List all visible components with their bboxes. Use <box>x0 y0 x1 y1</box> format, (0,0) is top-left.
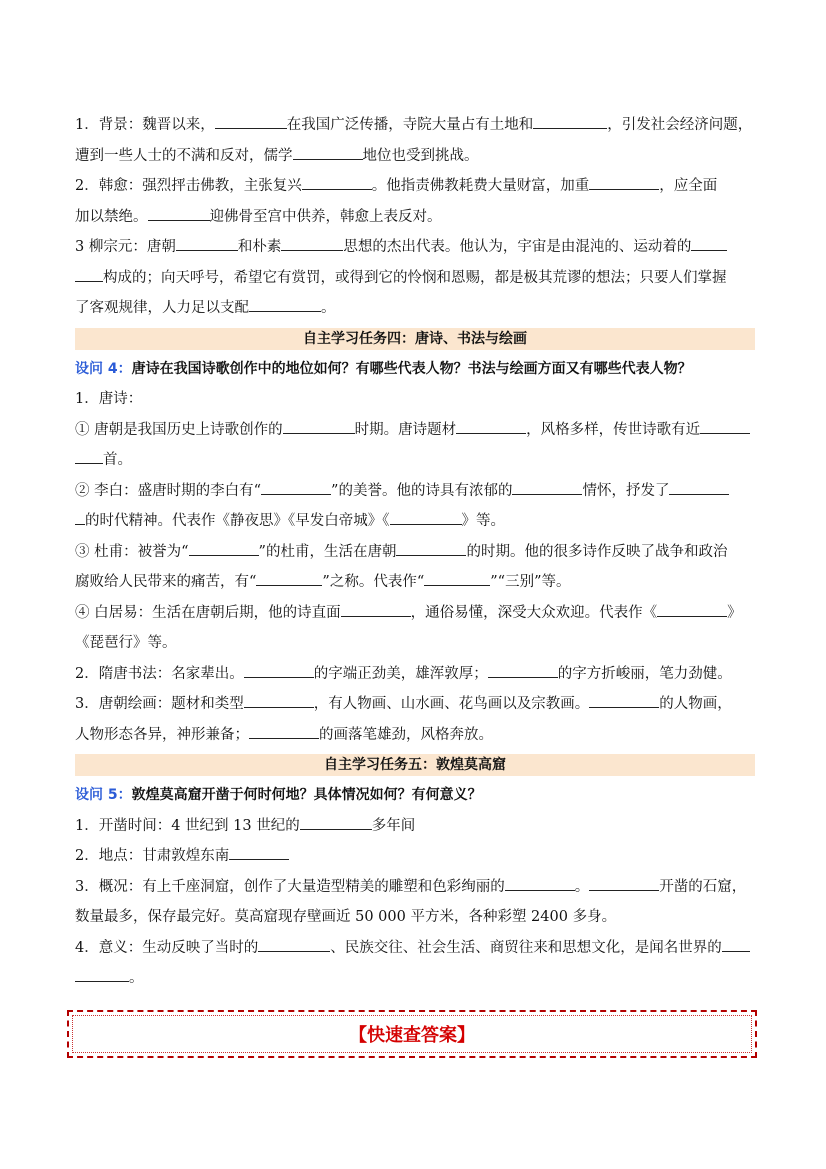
section3-line-3: 2．韩愈：强烈抨击佛教，主张复兴 。他指责佛教耗费大量财富，加重 ，应全面 <box>75 171 755 202</box>
baijuyi-line-2: 《琵琶行》等。 <box>75 635 177 651</box>
significance-line-2: 。 <box>75 963 755 994</box>
fill-blank[interactable] <box>244 662 314 678</box>
quick-answer-box <box>67 1010 757 1058</box>
fill-blank[interactable] <box>261 479 331 495</box>
section3-line-7: 了客观规律，人力足以支配 。 <box>75 293 755 324</box>
fill-blank[interactable] <box>281 235 343 251</box>
tang-poetry-heading: 1．唐诗： <box>75 391 143 407</box>
fill-blank[interactable] <box>75 448 103 464</box>
dufu-line-1: ③ 杜甫：被誉为“ ”的杜甫，生活在唐朝 的时期。他的很多诗作反映了战争和政治 <box>75 537 755 568</box>
fill-blank[interactable] <box>75 966 129 982</box>
quick-answer-title: 【快速查答案】 <box>349 1025 475 1046</box>
section3-line-2: 遭到一些人士的不满和反对，儒学 地位也受到挑战。 <box>75 141 755 172</box>
fill-blank[interactable] <box>488 662 558 678</box>
fill-blank[interactable] <box>691 235 727 251</box>
fill-blank[interactable] <box>176 235 238 251</box>
task5-question: 设问 5：敦煌莫高窟开凿于何时何地？具体情况如何？有何意义？ <box>75 787 482 803</box>
painting-line-2: 人物形态各异，神形兼备； 的画落笔雄劲，风格奔放。 <box>75 720 755 751</box>
fill-blank[interactable] <box>229 844 289 860</box>
fill-blank[interactable] <box>700 418 750 434</box>
fill-blank[interactable] <box>512 479 582 495</box>
dufu-line-2: 腐败给人民带来的痛苦，有“ ”之称。代表作“ ”“三别”等。 <box>75 567 755 598</box>
overview-line-1: 3．概况：有上千座洞窟，创作了大量造型精美的雕塑和色彩绚丽的 。 开凿的石窟， <box>75 872 755 903</box>
poetry-line-2: 首。 <box>75 445 755 476</box>
fill-blank[interactable] <box>189 540 259 556</box>
fill-blank[interactable] <box>258 936 330 952</box>
section3-line-1: 1．背景：魏晋以来， 在我国广泛传播，寺院大量占有土地和 ，引发社会经济问题， <box>75 110 755 141</box>
poetry-line-1: ① 唐朝是我国历史上诗歌创作的 时期。唐诗题材 ，风格多样，传世诗歌有近 <box>75 415 755 446</box>
fill-blank[interactable] <box>533 113 607 129</box>
fill-blank[interactable] <box>396 540 466 556</box>
worksheet-content <box>75 110 755 994</box>
section3-line-5: 3 柳宗元：唐朝 和朴素 思想的杰出代表。他认为，宇宙是由混沌的、运动着的 <box>75 232 755 263</box>
significance-line-1: 4．意义：生动反映了当时的 、民族交往、社会生活、商贸往来和思想文化，是闻名世界的 <box>75 933 755 964</box>
fill-blank[interactable] <box>589 174 659 190</box>
excavation-time-line: 1．开凿时间：4 世纪到 13 世纪的 多年间 <box>75 811 755 842</box>
fill-blank[interactable] <box>300 814 372 830</box>
fill-blank[interactable] <box>589 875 659 891</box>
fill-blank[interactable] <box>669 479 729 495</box>
task5-header: 自主学习任务五：敦煌莫高窟 <box>75 754 755 776</box>
fill-blank[interactable] <box>589 692 659 708</box>
baijuyi-line-1: ④ 白居易：生活在唐朝后期，他的诗直面 ，通俗易懂，深受大众欢迎。代表作《 》 <box>75 598 755 629</box>
fill-blank[interactable] <box>456 418 526 434</box>
fill-blank[interactable] <box>148 205 210 221</box>
fill-blank[interactable] <box>505 875 575 891</box>
fill-blank[interactable] <box>722 936 750 952</box>
fill-blank[interactable] <box>256 570 322 586</box>
fill-blank[interactable] <box>657 601 727 617</box>
fill-blank[interactable] <box>283 418 355 434</box>
location-line: 2．地点：甘肃敦煌东南 <box>75 841 755 872</box>
fill-blank[interactable] <box>75 266 103 282</box>
libai-line-1: ② 李白：盛唐时期的李白有“ ”的美誉。他的诗具有浓郁的 情怀，抒发了 <box>75 476 755 507</box>
task4-question: 设问 4：唐诗在我国诗歌创作中的地位如何？有哪些代表人物？书法与绘画方面又有哪些代表人物？ <box>75 360 692 377</box>
libai-line-2: 的时代精神。代表作《静夜思》《早发白帝城》《 》等。 <box>75 506 755 537</box>
fill-blank[interactable] <box>341 601 411 617</box>
fill-blank[interactable] <box>302 174 372 190</box>
calligraphy-line: 2．隋唐书法：名家辈出。 的字端正劲美，雄浑敦厚； 的字方折峻丽，笔力劲健。 <box>75 659 755 690</box>
section3-line-4: 加以禁绝。 迎佛骨至宫中供养，韩愈上表反对。 <box>75 202 755 233</box>
task4-header: 自主学习任务四：唐诗、书法与绘画 <box>75 328 755 350</box>
question-label: 设问 5： <box>75 787 132 803</box>
fill-blank[interactable] <box>215 113 287 129</box>
fill-blank[interactable] <box>293 144 363 160</box>
fill-blank[interactable] <box>75 509 85 525</box>
fill-blank[interactable] <box>424 570 490 586</box>
fill-blank[interactable] <box>390 509 462 525</box>
question-label: 设问 4： <box>75 360 132 377</box>
fill-blank[interactable] <box>244 692 314 708</box>
section3-line-6: 构成的；向天呼号，希望它有赏罚，或得到它的怜悯和恩赐，都是极其荒谬的想法；只要人们掌握 <box>75 263 755 294</box>
overview-line-2: 数量最多，保存最完好。莫高窟现存壁画近 50 000 平方米，各种彩塑 2400 多身。 <box>75 909 617 925</box>
painting-line-1: 3．唐朝绘画：题材和类型 ，有人物画、山水画、花鸟画以及宗教画。 的人物画， <box>75 689 755 720</box>
fill-blank[interactable] <box>249 723 319 739</box>
fill-blank[interactable] <box>249 296 321 312</box>
